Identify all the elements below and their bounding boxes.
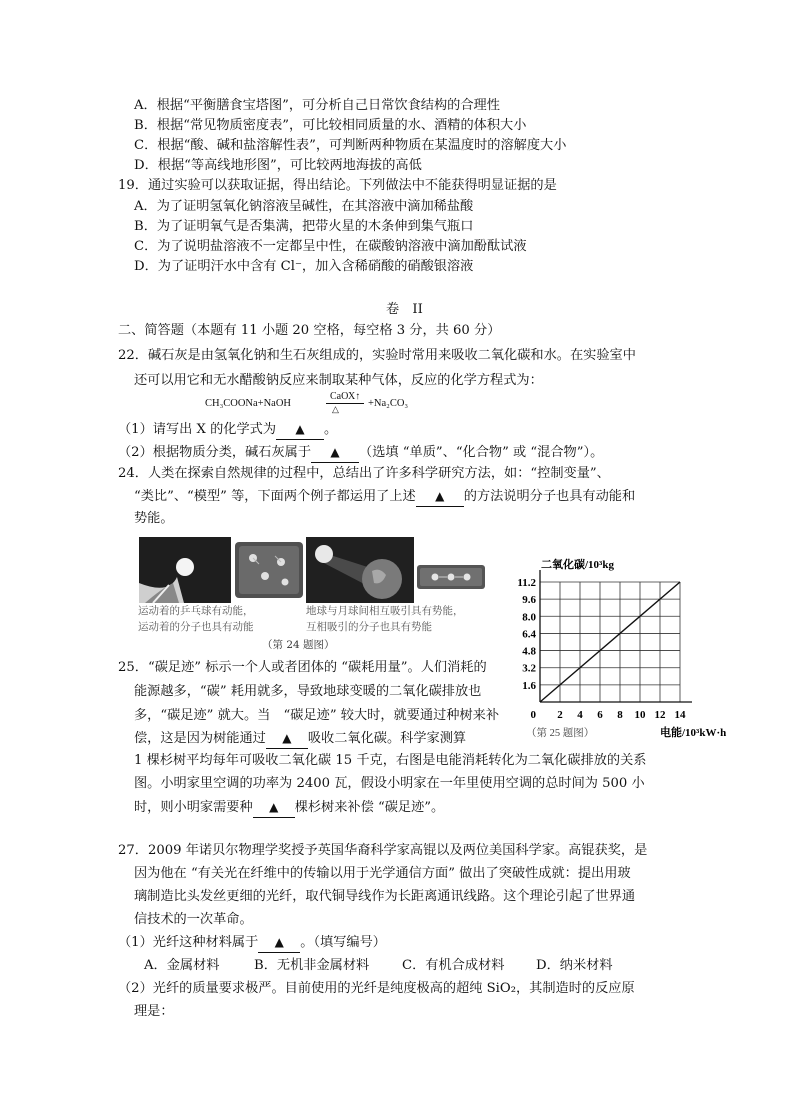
q25-line-3: 多，“碳足迹” 就大。当 “碳足迹” 较大时，就要通过种树来补: [134, 708, 500, 723]
q24-caption-2b: 互相吸引的分子也具有势能: [306, 621, 432, 633]
chart-x-tick-label: 0: [530, 709, 536, 721]
q24-caption-2a: 地球与月球间相互吸引具有势能，: [306, 605, 464, 617]
q25-line-6: 图。小明家里空调的功率为 2400 瓦，假设小明家在一年里使用空调的总时间为 500 小: [134, 776, 645, 791]
q18-option-a: A．根据“平衡膳食宝塔图”，可分析自己日常饮食结构的合理性: [134, 98, 500, 113]
q19-stem: 19．通过实验可以获取证据，得出结论。下列做法中不能获得明显证据的是: [118, 178, 557, 193]
q22-stem-1: 22．碱石灰是由氢氧化钠和生石灰组成的，实验时常用来吸收二氧化碳和水。在实验室中: [118, 348, 636, 363]
q27-option-d: D．纳米材料: [536, 958, 613, 973]
q27-line-4: 信技术的一次革命。: [134, 912, 253, 927]
chart-series-line: [540, 582, 680, 702]
q27-part2-cont: 理是：: [134, 1004, 174, 1019]
q24-line-2b: 的方法说明分子也具有动能和: [463, 489, 636, 504]
chart-x-tick-label: 6: [597, 709, 603, 721]
q27-line-2: 因为他在 “有关光在纤维中的传输以用于光学通信方面” 做出了突破性成就：提出用玻: [134, 866, 631, 881]
chart-y-tick-label: 4.8: [522, 645, 536, 658]
q22-answer-blank-2[interactable]: [311, 443, 359, 463]
q27-answer-blank[interactable]: [258, 933, 300, 953]
chart-x-axis-label: 电能/10³kW·h: [660, 727, 727, 739]
q27-option-a: A．金属材料: [144, 958, 220, 973]
q25-line-4a: 偿，这是因为树能通过: [134, 731, 266, 746]
chart-y-tick-label: 6.4: [522, 628, 536, 641]
q19-option-b: B．为了证明氧气是否集满，把带火星的木条伸到集气瓶口: [134, 219, 474, 234]
q24-caption-1b: 运动着的分子也具有动能: [138, 621, 254, 633]
q24-answer-blank[interactable]: [416, 487, 464, 507]
chart-y-tick-label: 1.6: [522, 679, 536, 692]
q19-option-a: A．为了证明氢氧化钠溶液呈碱性，在其溶液中滴加稀盐酸: [134, 199, 474, 214]
triangle-mark-icon: ▲: [295, 422, 305, 436]
q25-line-7: [134, 798, 444, 818]
q27-part1: [118, 933, 386, 953]
triangle-mark-icon: ▲: [274, 935, 284, 949]
q22-part2: [118, 443, 603, 463]
q18-option-c: C．根据“酸、碱和盐溶解性表”，可判断两种物质在某温度时的溶解度大小: [134, 138, 567, 153]
chart-x-tick-label: 14: [674, 709, 686, 721]
q22-stem-2: 还可以用它和无水醋酸钠反应来制取某种气体，反应的化学方程式为：: [134, 373, 543, 388]
q25-line-4: [134, 729, 466, 749]
q19-option-d: D．为了证明汗水中含有 Cl⁻，加入含稀硝酸的硝酸银溶液: [134, 259, 474, 274]
chart-y-tick-label: 8.0: [522, 611, 536, 624]
q25-line-7a: 时，则小明家需要种: [134, 800, 253, 815]
chart-x-tick-label: 8: [617, 709, 623, 721]
q22-part1-text: （1）请写出 X 的化学式为: [118, 422, 277, 437]
q25-line-4b: 吸收二氧化碳。科学家测算: [307, 731, 467, 746]
q24-figure-label: （第 24 题图）: [262, 639, 335, 651]
part2-title: 卷 II: [386, 302, 423, 317]
chart-x-tick-label: 2: [557, 709, 563, 721]
ping-pong-photo: [139, 537, 231, 603]
q22-eq-left: CH₃COONa+NaOH: [205, 398, 291, 409]
q27-part2: （2）光纤的质量要求极严。目前使用的光纤是纯度极高的超纯 SiO₂，其制造时的反应原: [118, 981, 635, 996]
co2-energy-chart: [500, 552, 732, 757]
molecule-attraction-photo: [417, 565, 485, 589]
chart-y-tick-label: 11.2: [517, 577, 536, 589]
triangle-mark-icon: ▲: [435, 489, 445, 503]
q19-option-c: C．为了说明盐溶液不一定都呈中性，在碳酸钠溶液中滴加酚酞试液: [134, 239, 527, 254]
q22-part2-text: （2）根据物质分类，碱石灰属于: [118, 445, 312, 460]
q25-line-5: 1 棵杉树平均每年可吸收二氧化碳 15 千克，右图是电能消耗转化为二氧化碳排放的关系: [134, 753, 647, 768]
q24-caption-1a: 运动着的乒乓球有动能，: [138, 605, 254, 617]
q22-eq-cond-top: CaO: [330, 391, 349, 402]
q25-answer-blank-1[interactable]: [266, 729, 308, 749]
q27-option-c: C．有机合成材料: [402, 958, 505, 973]
q27-option-b: B．无机非金属材料: [254, 958, 370, 973]
triangle-mark-icon: ▲: [282, 731, 292, 745]
q27-part1-text: （1）光纤这种材料属于: [118, 935, 259, 950]
q25-answer-blank-2[interactable]: [253, 798, 295, 818]
q18-option-b: B．根据“常见物质密度表”，可比较相同质量的水、酒精的体积大小: [134, 118, 527, 133]
q22-eq-right: +Na₂CO₃: [368, 398, 409, 409]
q27-line-1: 27．2009 年诺贝尔物理学奖授予英国华裔科学家高锟以及两位美国科学家。高锟获奖，是: [118, 843, 648, 858]
chart-y-tick-label: 9.6: [522, 594, 536, 607]
q25-line-1: 25．“碳足迹” 标示一个人或者团体的 “碳耗用量”。人们消耗的: [118, 660, 487, 675]
q24-line-1: 24．人类在探索自然规律的过程中，总结出了许多科学研究方法，如：“控制变量”、: [118, 466, 610, 481]
q22-part1: [118, 420, 337, 440]
q24-line-3: 势能。: [134, 511, 174, 526]
chart-y-tick-label: 3.2: [522, 662, 536, 675]
chart-x-tick-label: 4: [577, 709, 583, 721]
q24-line-2: [134, 487, 635, 507]
q18-option-d: D．根据“等高线地形图”，可比较两地海拔的高低: [134, 158, 422, 173]
chart-caption: （第 25 题图）: [526, 728, 595, 739]
part2-heading: 二、简答题（本题有 11 小题 20 空格，每空格 3 分，共 60 分）: [118, 323, 501, 338]
triangle-mark-icon: ▲: [330, 445, 340, 459]
q25-line-2: 能源越多，“碳” 耗用就多，导致地球变暖的二氧化碳排放也: [134, 684, 482, 699]
q27-part1-end: 。（填写编号）: [300, 935, 386, 950]
triangle-mark-icon: ▲: [269, 800, 279, 814]
q22-answer-blank-1[interactable]: [276, 420, 324, 440]
q22-eq-cond-bottom: △: [332, 404, 339, 414]
molecule-motion-photo: [235, 542, 303, 598]
q25-line-7b: 棵杉树来补偿 “碳足迹”。: [294, 800, 445, 815]
q22-part1-end: 。: [324, 422, 338, 437]
q22-eq-product: X↑: [348, 391, 361, 402]
chart-y-axis-label: 二氧化碳/10³kg: [541, 559, 614, 571]
q27-line-3: 璃制造比头发丝更细的光纤，取代铜导线作为长距离通讯线路。这个理论引起了世界通: [134, 889, 636, 904]
q24-line-2a: “类比”、“模型” 等，下面两个例子都运用了上述: [134, 489, 416, 504]
earth-moon-photo: [306, 537, 414, 603]
chart-x-tick-label: 10: [634, 709, 646, 721]
q22-part2-end: （选填 “单质”、“化合物” 或 “混合物”）。: [359, 445, 604, 460]
chart-x-tick-label: 12: [654, 709, 666, 721]
